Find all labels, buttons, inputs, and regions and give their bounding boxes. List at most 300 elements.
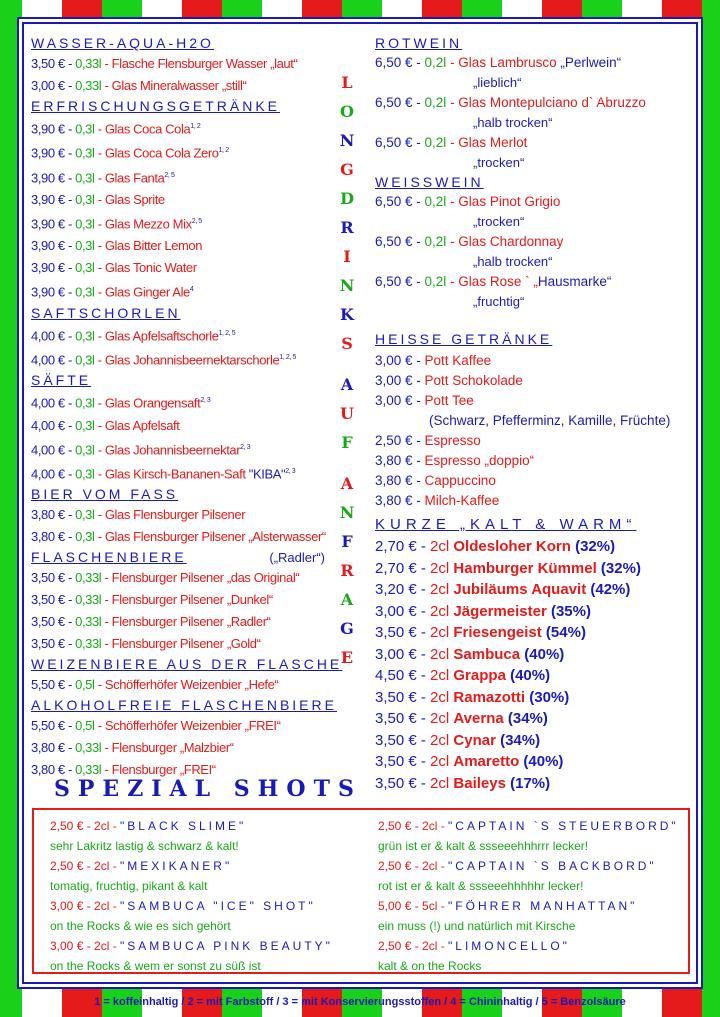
item-price: 3,90 € - xyxy=(31,145,76,161)
item-volume: 2cl xyxy=(430,559,454,577)
item-volume: 0,33l xyxy=(75,592,102,608)
special-shot-title xyxy=(50,936,360,956)
spezial-shots-box xyxy=(32,808,690,974)
item-volume: 0,3l xyxy=(75,327,95,343)
item-name: Espresso xyxy=(424,433,481,448)
item-price: 3,50 € - xyxy=(31,592,76,608)
item-volume: 0,3l xyxy=(75,466,95,482)
item-price: 2,70 € - xyxy=(375,559,431,577)
item-name: - Glas Lambrusco xyxy=(446,55,561,70)
menu-item xyxy=(31,189,331,211)
shots-right-column xyxy=(378,816,688,976)
shot-item xyxy=(375,601,697,623)
item-name: - Schöfferhöfer Weizenbier „Hefe“ xyxy=(94,677,279,693)
menu-item xyxy=(31,116,331,140)
item-price: 6,50 € - xyxy=(375,135,425,150)
item-price: 3,80 € - xyxy=(31,740,76,756)
wine-item xyxy=(375,192,697,212)
item-name: - Glas Mineralwasser „still“ xyxy=(101,78,247,93)
menu-item xyxy=(31,165,331,189)
item-price: 6,50 € - xyxy=(375,234,425,249)
item-volume: 2cl xyxy=(430,667,454,684)
item-price: 3,80 € - xyxy=(31,507,76,523)
item-strength: (54%) xyxy=(541,624,586,641)
special-shot-description: rot ist er & kalt & ssseeehhhhhr lecker! xyxy=(378,879,584,893)
item-volume: 2cl xyxy=(430,602,454,620)
additive-footnote: 1 = koffeinhaltig / 2 = mit Farbstoff / 3 = mit Konservierungsstoffen / 4 = Chininhaltig / 5 = Benzolsäure xyxy=(94,996,626,1008)
shot-item xyxy=(375,644,697,666)
item-volume: 0,2l xyxy=(424,274,447,289)
spezial-shots-title: SPEZIAL SHOTS xyxy=(54,776,362,802)
item-name: Sambuca xyxy=(453,645,521,663)
hot-drink-item xyxy=(375,491,697,511)
special-shot-description: kalt & on the Rocks xyxy=(378,959,482,973)
item-price: 3,50 € - xyxy=(375,731,431,749)
item-volume: 0,3l xyxy=(75,216,95,232)
vertical-letter: E xyxy=(340,648,354,667)
item-volume: 0,3l xyxy=(75,529,95,545)
item-name: Pott Kaffee xyxy=(424,353,492,368)
item-label: „Perlwein“ xyxy=(560,55,622,70)
vertical-letter: N xyxy=(339,276,355,295)
menu-item xyxy=(31,674,331,696)
wine-item xyxy=(375,272,697,292)
menu-item xyxy=(31,323,331,347)
item-name: Baileys xyxy=(453,774,506,792)
vertical-letter: K xyxy=(340,305,354,324)
item-volume: 0,3l xyxy=(75,417,95,433)
additive-marker: 1, 2 xyxy=(190,123,201,130)
item-volume: 2cl xyxy=(430,624,454,641)
item-price: 2,50 € - xyxy=(375,433,425,448)
special-shot-description: on the Rocks & wie es sich gehört xyxy=(50,919,231,933)
menu-item xyxy=(31,611,331,633)
menu-item xyxy=(31,504,331,526)
vertical-letter: A xyxy=(340,375,354,394)
item-name: - Flensburger Pilsener „Gold“ xyxy=(101,636,261,652)
item-price: 6,50 € - xyxy=(375,194,425,209)
item-price: 3,50 € - xyxy=(375,710,431,727)
item-strength: (40%) xyxy=(505,667,551,684)
item-volume: 0,33l xyxy=(75,762,102,778)
item-volume: 0,5l xyxy=(75,677,95,693)
item-price: 3,50 € - xyxy=(375,688,431,706)
item-name: Pott Schokolade xyxy=(424,373,523,388)
section-heading: SAFTSCHORLEN xyxy=(31,304,181,321)
item-name: - Glas Apfelsaftschorle xyxy=(94,327,219,343)
special-shot-description: sehr Lakritz lastig & schwarz & kalt! xyxy=(50,839,239,853)
item-name: Hamburger Kümmel xyxy=(453,559,597,577)
item-price: 3,90 € - xyxy=(31,169,76,185)
wine-style: „halb trocken“ xyxy=(473,115,553,130)
hot-drink-item xyxy=(375,431,697,451)
background-stripe xyxy=(0,0,22,1017)
section-heading: ROTWEIN xyxy=(375,35,463,51)
item-volume: 0,3l xyxy=(75,191,95,207)
wine-style: „trocken“ xyxy=(473,214,525,229)
menu-item xyxy=(31,715,331,737)
right-column xyxy=(375,34,697,794)
menu-item xyxy=(31,633,331,655)
heading-note: („Radler“) xyxy=(269,550,325,566)
shorts-list xyxy=(375,536,697,794)
item-price: 3,00 € - xyxy=(375,373,425,388)
shot-item xyxy=(375,579,697,601)
item-name: - Glas Chardonnay xyxy=(446,234,564,249)
additive-marker: 2, 3 xyxy=(285,467,296,475)
item-price: 3,50 € - xyxy=(375,774,431,792)
menu-item xyxy=(31,526,331,548)
additive-marker: 1, 2 xyxy=(218,147,229,155)
shot-item xyxy=(375,708,697,730)
menu-item xyxy=(31,737,331,759)
background-stripe xyxy=(702,0,720,1017)
item-price: 3,90 € - xyxy=(31,260,76,276)
shot-item xyxy=(375,558,697,580)
item-volume: 0,2l xyxy=(424,135,447,150)
section-heading: SÄFTE xyxy=(31,372,92,389)
item-strength: (34%) xyxy=(495,731,541,749)
item-name: Milch-Kaffee xyxy=(424,493,500,508)
item-name: - Glas Pinot Grigio xyxy=(446,194,561,209)
menu-item xyxy=(31,211,331,235)
item-name: Friesengeist xyxy=(453,624,542,641)
item-price: 4,50 € - xyxy=(375,667,431,684)
section-heading: WASSER-AQUA-H2O xyxy=(31,35,214,51)
special-shot-title xyxy=(378,936,688,956)
item-volume: 0,2l xyxy=(424,95,447,110)
item-volume: 0,3l xyxy=(75,169,95,185)
item-name: Cappuccino xyxy=(424,473,496,488)
section-heading: ALKOHOLFREIE FLASCHENBIERE xyxy=(31,697,337,714)
item-name: - Glas Apfelsaft xyxy=(94,417,180,433)
menu-item xyxy=(31,75,331,97)
item-volume: 0,33l xyxy=(75,56,102,71)
left-column xyxy=(31,34,343,781)
menu-item xyxy=(31,567,331,589)
item-price: 3,90 € - xyxy=(31,216,76,232)
section-heading: BIER VOM FASS xyxy=(31,486,179,503)
special-shot-price: 5,00 € - 5cl - xyxy=(378,899,449,913)
item-volume: 0,3l xyxy=(75,284,95,300)
special-shot-title xyxy=(378,856,688,876)
item-name: Oldesloher Korn xyxy=(453,538,571,555)
item-name: Averna xyxy=(453,710,504,727)
item-name: Jägermeister xyxy=(453,602,547,620)
special-shot-name: "CAPTAIN `S BACKBORD" xyxy=(448,859,657,873)
item-name: - Glas Rose ` „ xyxy=(446,274,538,289)
vertical-letter: I xyxy=(343,247,351,266)
item-strength: (32%) xyxy=(570,538,616,555)
item-name: - Glas Sprite xyxy=(94,191,165,207)
item-price: 3,20 € - xyxy=(375,581,431,598)
menu-item xyxy=(31,415,331,437)
hot-drink-item xyxy=(375,371,697,391)
section-heading: WEIZENBIERE AUS DER FLASCHE xyxy=(31,656,343,673)
special-shot-price: 3,00 € - 2cl - xyxy=(50,939,121,953)
item-name: - Glas Merlot xyxy=(446,135,528,150)
item-name: - Flasche Flensburger Wasser „laut“ xyxy=(101,56,298,71)
item-name: - Glas Tonic Water xyxy=(94,260,197,276)
item-price: 3,90 € - xyxy=(31,284,76,300)
item-price: 3,00 € - xyxy=(375,645,431,663)
special-shot-price: 3,00 € - 2cl - xyxy=(50,899,121,913)
item-name: Amaretto xyxy=(453,753,520,770)
shot-item xyxy=(375,730,697,752)
item-price: 2,70 € - xyxy=(375,538,431,555)
item-volume: 0,2l xyxy=(424,55,447,70)
item-volume: 0,33l xyxy=(75,740,102,756)
item-name: Jubiläums Aquavit xyxy=(453,581,587,598)
item-name: Ramazotti xyxy=(453,688,526,706)
item-volume: 0,2l xyxy=(424,194,447,209)
item-price: 4,00 € - xyxy=(31,417,76,433)
additive-marker: 4 xyxy=(189,286,194,294)
item-strength: (32%) xyxy=(596,559,641,577)
item-volume: 0,33l xyxy=(75,570,102,586)
vertical-letter: G xyxy=(340,619,354,638)
item-name: - Glas Montepulciano d` Abruzzo xyxy=(446,95,646,110)
item-price: 3,90 € - xyxy=(31,121,76,137)
vertical-letter xyxy=(336,358,358,370)
item-volume: 2cl xyxy=(430,774,454,792)
vertical-longdrinks-text xyxy=(336,68,358,672)
additive-marker: 2, 5 xyxy=(191,217,202,225)
wine-item xyxy=(375,133,697,153)
item-name: - Glas Fanta xyxy=(94,169,165,185)
item-volume: 2cl xyxy=(430,710,454,727)
wine-style: „fruchtig“ xyxy=(473,294,525,309)
vertical-letter: N xyxy=(339,131,355,150)
item-price: 4,00 € - xyxy=(31,395,76,411)
vertical-letter: A xyxy=(340,590,354,609)
item-name: - Glas Coca Cola xyxy=(94,121,191,137)
item-name: - Flensburger „FREI“ xyxy=(101,762,216,778)
special-shot-price: 2,50 € - 2cl - xyxy=(378,819,449,833)
item-name: Grappa xyxy=(453,667,506,684)
shots-left-column xyxy=(50,816,360,976)
shot-item xyxy=(375,751,697,773)
item-name: - Glas Flensburger Pilsener „Alsterwasser“ xyxy=(94,529,326,545)
item-price: 4,00 € - xyxy=(31,441,76,457)
menu-item xyxy=(31,347,331,371)
shorts-heading: KURZE „KALT & WARM“ xyxy=(375,516,637,533)
item-volume: 2cl xyxy=(430,753,454,770)
vertical-letter xyxy=(336,457,358,469)
section-heading: FLASCHENBIERE („Radler“) xyxy=(31,549,325,566)
menu-item xyxy=(31,279,331,303)
vertical-letter: G xyxy=(340,160,354,179)
shot-item xyxy=(375,622,697,644)
item-name: - Glas Bitter Lemon xyxy=(94,238,203,254)
item-price: 5,50 € - xyxy=(31,718,76,734)
special-shot-description: ein muss (!) und natürlich mit Kirsche xyxy=(378,919,576,933)
vertical-letter: R xyxy=(340,561,354,580)
special-shot-name: "SAMBUCA "ICE" SHOT" xyxy=(120,899,316,913)
item-strength: (35%) xyxy=(546,602,591,620)
menu-item xyxy=(31,235,331,257)
item-volume: 0,3l xyxy=(75,238,95,254)
section-heading: ERFRISCHUNGSGETRÄNKE xyxy=(31,98,281,114)
wine-section xyxy=(375,34,697,312)
item-price: 4,00 € - xyxy=(31,352,76,368)
menu-item xyxy=(31,437,331,461)
item-price: 3,90 € - xyxy=(31,238,76,254)
vertical-letter: F xyxy=(341,532,353,551)
item-price: 3,80 € - xyxy=(375,473,425,488)
shot-item xyxy=(375,665,697,687)
menu-item xyxy=(31,140,331,164)
additive-marker: 2, 5 xyxy=(164,171,175,179)
item-name: - Flensburger „Malzbier“ xyxy=(101,740,234,756)
menu-item xyxy=(31,390,331,414)
item-price: 3,50 € - xyxy=(375,624,431,641)
item-name: - Glas Kirsch-Bananen-Saft xyxy=(94,466,249,482)
item-price: 4,00 € - xyxy=(31,327,76,343)
special-shot-price: 2,50 € - 2cl - xyxy=(50,859,121,873)
item-price: 3,80 € - xyxy=(31,762,76,778)
item-volume: 0,33l xyxy=(75,614,102,630)
vertical-letter: O xyxy=(340,102,354,121)
hot-drink-item xyxy=(375,411,697,431)
item-price: 3,80 € - xyxy=(375,493,425,508)
menu-item xyxy=(31,461,331,485)
wine-item xyxy=(375,93,697,113)
special-shot-name: "MEXIKANER" xyxy=(120,859,233,873)
vertical-letter: L xyxy=(341,73,353,92)
item-price: 6,50 € - xyxy=(375,95,425,110)
special-shot-name: "CAPTAIN `S STEUERBORD" xyxy=(448,819,679,833)
item-strength: (42%) xyxy=(586,581,631,598)
item-strength: (30%) xyxy=(525,688,570,706)
item-name: - Schöfferhöfer Weizenbier „FREI“ xyxy=(94,718,281,734)
vertical-letter: R xyxy=(340,218,354,237)
item-name: - Glas Coca Cola Zero xyxy=(94,145,219,161)
item-price: 5,50 € - xyxy=(31,677,76,693)
item-price: 3,50 € - xyxy=(31,570,76,586)
special-shot-name: "LIMONCELLO" xyxy=(448,939,570,953)
special-shot-price: 2,50 € - 2cl - xyxy=(50,819,121,833)
additive-marker: 2, 3 xyxy=(240,443,251,451)
hot-drink-item xyxy=(375,451,697,471)
item-name: - Glas Johannisbeernektarschorle xyxy=(94,352,280,368)
item-volume: 0,3l xyxy=(75,121,95,137)
vertical-letter: N xyxy=(339,503,355,522)
item-volume: 0,3l xyxy=(75,260,95,276)
additive-marker: 1, 2, 5 xyxy=(279,353,296,361)
shot-item xyxy=(375,536,697,558)
menu-item xyxy=(31,589,331,611)
item-name: - Flensburger Pilsener „das Original“ xyxy=(101,570,300,586)
item-name: Pott Tee xyxy=(424,393,474,408)
item-name: Espresso „doppio“ xyxy=(424,453,535,468)
shot-item xyxy=(375,773,697,795)
item-price: 3,00 € - xyxy=(31,78,76,93)
item-volume: 2cl xyxy=(430,645,454,663)
item-strength: (17%) xyxy=(505,774,551,792)
item-name: - Flensburger Pilsener „Radler“ xyxy=(101,614,271,630)
special-shot-name: "FÖHRER MANHATTAN" xyxy=(448,899,638,913)
hot-drinks-heading: HEISSE GETRÄNKE xyxy=(375,331,553,347)
wine-item xyxy=(375,232,697,252)
item-price: 3,80 € - xyxy=(31,529,76,545)
special-shot-name: "SAMBUCA PINK BEAUTY" xyxy=(120,939,333,953)
hot-drink-note: (Schwarz, Pfefferminz, Kamille, Früchte) xyxy=(429,413,671,428)
item-volume: 2cl xyxy=(430,538,454,555)
special-shot-title xyxy=(378,816,688,836)
special-shot-title xyxy=(50,896,360,916)
item-name: - Glas Mezzo Mix xyxy=(94,216,192,232)
vertical-letter: U xyxy=(340,404,354,423)
special-shot-title xyxy=(378,896,688,916)
item-label: Hausmarke“ xyxy=(537,274,612,289)
menu-item xyxy=(31,257,331,279)
item-volume: 0,33l xyxy=(75,78,102,93)
item-price: 3,90 € - xyxy=(31,191,76,207)
vertical-letter: S xyxy=(341,334,353,353)
item-price: 3,50 € - xyxy=(31,614,76,630)
hot-drink-item xyxy=(375,351,697,371)
item-price: 6,50 € - xyxy=(375,55,425,70)
item-strength: (40%) xyxy=(520,645,565,663)
item-volume: 0,3l xyxy=(75,145,95,161)
item-volume: 0,3l xyxy=(75,507,95,523)
vertical-letter: D xyxy=(340,189,354,208)
menu-item xyxy=(31,53,331,75)
additive-marker: 1, 2, 5 xyxy=(218,329,236,337)
section-heading: WEISSWEIN xyxy=(375,174,484,190)
shot-item xyxy=(375,687,697,709)
hot-drinks-list xyxy=(375,351,697,511)
item-price: 3,50 € - xyxy=(31,636,76,652)
item-volume: 2cl xyxy=(430,731,454,749)
wine-item xyxy=(375,53,697,73)
item-volume: 0,33l xyxy=(75,636,102,652)
item-strength: (40%) xyxy=(519,753,564,770)
wine-style: „trocken“ xyxy=(473,155,525,170)
hot-drink-item xyxy=(375,391,697,411)
item-label: "KIBA" xyxy=(248,466,286,482)
item-name: - Glas Johannisbeernektar xyxy=(94,441,241,457)
item-price: 3,00 € - xyxy=(375,353,425,368)
item-volume: 0,5l xyxy=(75,718,95,734)
item-price: 3,50 € - xyxy=(31,56,76,71)
item-price: 4,00 € - xyxy=(31,466,76,482)
hot-drink-item xyxy=(375,471,697,491)
wine-style: „lieblich“ xyxy=(473,75,522,90)
wine-style: „halb trocken“ xyxy=(473,254,553,269)
item-strength: (34%) xyxy=(503,710,548,727)
item-name: - Flensburger Pilsener „Dunkel“ xyxy=(101,592,273,608)
vertical-letter: F xyxy=(341,433,353,452)
item-volume: 0,3l xyxy=(75,441,95,457)
item-volume: 0,3l xyxy=(75,395,95,411)
vertical-letter: A xyxy=(340,474,354,493)
item-price: 3,00 € - xyxy=(375,393,425,408)
additive-marker: 2, 3 xyxy=(200,397,211,405)
special-shot-name: "BLACK SLIME" xyxy=(120,819,247,833)
item-name: Cynar xyxy=(453,731,496,749)
item-volume: 2cl xyxy=(430,688,454,706)
item-volume: 0,3l xyxy=(75,352,95,368)
item-volume: 0,2l xyxy=(424,234,447,249)
special-shot-description: grün ist er & kalt & ssseeehhhrrr lecker! xyxy=(378,839,589,853)
special-shot-price: 2,50 € - 2cl - xyxy=(378,859,449,873)
special-shot-price: 2,50 € - 2cl - xyxy=(378,939,449,953)
item-price: 6,50 € - xyxy=(375,274,425,289)
special-shot-description: tomatig, fruchtig, pikant & kalt xyxy=(50,879,208,893)
item-name: - Glas Orangensaft xyxy=(94,395,201,411)
